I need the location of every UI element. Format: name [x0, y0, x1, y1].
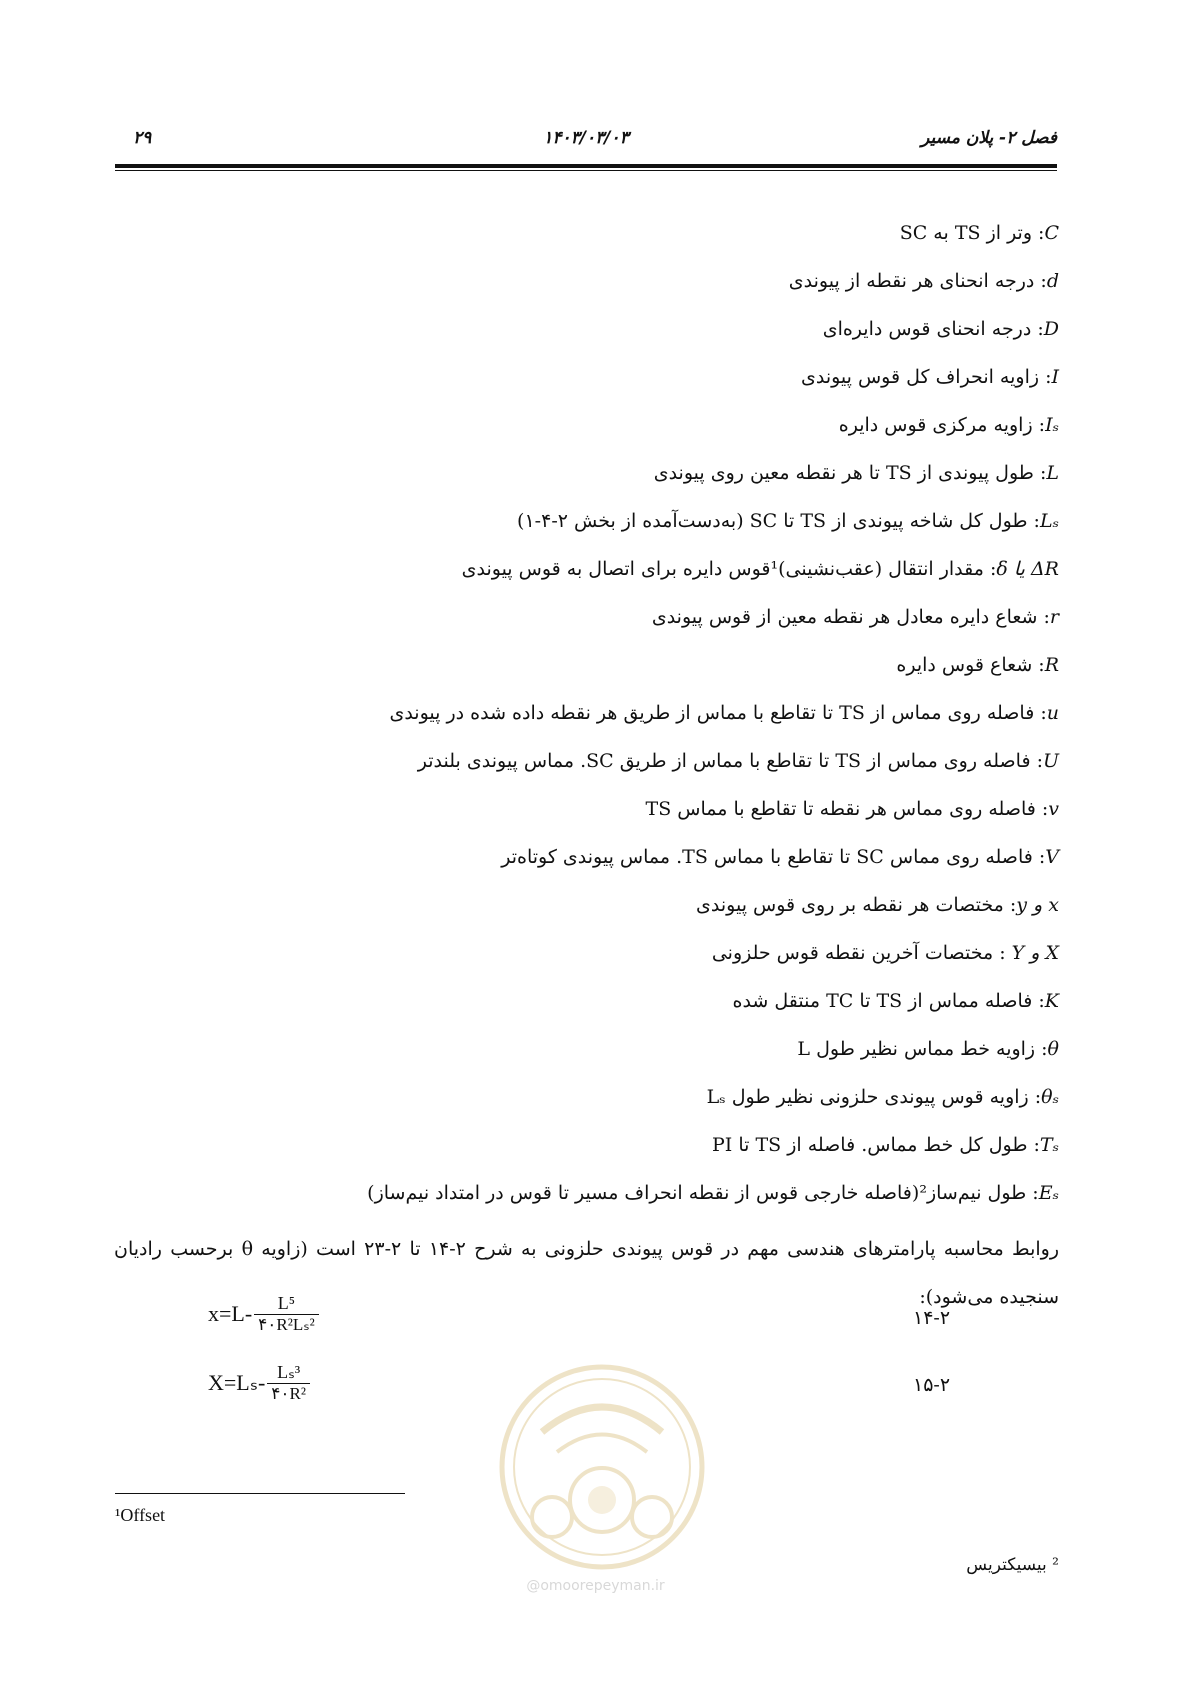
definition-item	[139, 794, 1059, 842]
page-number: ۲۹	[133, 128, 152, 148]
definition-text: : فاصله روی مماس از TS تا تقاطع با مماس از طریق SC. مماس پیوندی بلندتر	[417, 750, 1043, 772]
definition-item	[139, 890, 1059, 938]
definition-symbol: d	[1046, 270, 1059, 292]
definition-text: : شعاع دایره معادل هر نقطه معین از قوس پیوندی	[651, 606, 1050, 628]
definition-text: : شعاع قوس دایره	[896, 654, 1045, 676]
equation-15-2	[208, 1362, 310, 1404]
watermark-logo	[497, 1362, 707, 1572]
definition-text: : زاویه مرکزی قوس دایره	[838, 414, 1046, 436]
definition-text: : فاصله مماس از TS تا TC منتقل شده	[732, 990, 1045, 1012]
definition-item	[139, 602, 1059, 650]
definition-text: : طول نیم‌ساز²(فاصله خارجی قوس از نقطه انحراف مسیر تا قوس در امتداد نیم‌ساز)	[367, 1182, 1039, 1204]
header-rule-thin	[115, 170, 1057, 171]
definition-text: : وتر از TS به SC	[899, 222, 1045, 244]
fraction-denominator: ۴۰R²	[267, 1383, 310, 1404]
definition-symbol: θₛ	[1041, 1086, 1059, 1108]
definition-symbol: u	[1046, 702, 1059, 724]
definition-item	[139, 266, 1059, 314]
equation-lhs: X=Lₛ-	[208, 1370, 266, 1395]
definition-item	[139, 698, 1059, 746]
equation-fraction	[267, 1362, 310, 1404]
definition-item	[139, 986, 1059, 1034]
fraction-numerator: L⁵	[277, 1293, 296, 1313]
definition-symbol: r	[1049, 606, 1059, 628]
definition-item	[139, 314, 1059, 362]
definition-text: : درجه انحنای قوس دایره‌ای	[822, 318, 1044, 340]
definition-symbol: θ	[1047, 1038, 1059, 1060]
definition-item	[139, 746, 1059, 794]
definition-item	[139, 362, 1059, 410]
definition-text: : زاویه خط مماس نظیر طول L	[797, 1038, 1048, 1060]
definition-text: : طول کل خط مماس. فاصله از TS تا PI	[712, 1134, 1040, 1156]
definition-symbol: Iₛ	[1045, 414, 1059, 436]
definition-item	[139, 458, 1059, 506]
definition-symbol: Tₛ	[1039, 1134, 1059, 1156]
footnote-rule	[115, 1493, 405, 1494]
footnote-offset: ¹Offset	[115, 1505, 166, 1525]
definition-text: : مختصات آخرین نقطه قوس حلزونی	[711, 942, 1012, 964]
equation-lhs: x=L-	[208, 1301, 253, 1326]
definition-item	[139, 410, 1059, 458]
header-date: ۱۴۰۳/۰۳/۰۳	[543, 128, 629, 148]
footnote-bisector: ² بیسیکتریس	[966, 1555, 1059, 1575]
equation-14-2	[208, 1293, 319, 1335]
definition-item	[139, 650, 1059, 698]
definition-text: : درجه انحنای هر نقطه از پیوندی	[788, 270, 1047, 292]
definition-text: : فاصله روی مماس هر نقطه تا تقاطع با مماس TS	[645, 798, 1049, 820]
definitions-list	[139, 218, 1059, 1226]
definition-symbol: v	[1048, 798, 1059, 820]
definition-item	[139, 1082, 1059, 1130]
chapter-title: فصل ۲- پلان مسیر	[921, 128, 1057, 148]
definition-symbol: I	[1051, 366, 1059, 388]
definition-symbol: V	[1045, 846, 1059, 868]
definition-text: : طول کل شاخه پیوندی از TS تا SC (به‌دست‌آمده از بخش ۲-۴-۱)	[517, 510, 1040, 532]
equation-number: ۱۵-۲	[913, 1374, 951, 1396]
definition-symbol: R	[1044, 654, 1059, 676]
definition-text: : مقدار انتقال (عقب‌نشینی)¹قوس دایره برای اتصال به قوس پیوندی	[461, 558, 997, 580]
fraction-numerator: Lₛ³	[277, 1362, 301, 1382]
definition-item	[139, 1034, 1059, 1082]
definition-item	[139, 554, 1059, 602]
equation-fraction	[254, 1293, 319, 1335]
definition-item	[139, 218, 1059, 266]
definition-symbol: Y و X	[1011, 942, 1059, 964]
watermark-site: @omoorepeyman.ir	[526, 1578, 665, 1594]
definition-symbol: Lₛ	[1039, 510, 1059, 532]
definition-item	[139, 1130, 1059, 1178]
definition-symbol: y و x	[1016, 894, 1059, 916]
definition-item	[139, 938, 1059, 986]
definition-symbol: K	[1044, 990, 1059, 1012]
definition-text: : زاویه قوس پیوندی حلزونی نظیر طول Lₛ	[706, 1086, 1042, 1108]
definition-symbol: U	[1042, 750, 1059, 772]
definition-symbol: D	[1043, 318, 1059, 340]
definition-symbol: Eₛ	[1038, 1182, 1059, 1204]
definition-text: : فاصله روی مماس SC تا تقاطع با مماس TS. مماس پیوندی کوتاه‌تر	[501, 846, 1046, 868]
definition-symbol: L	[1046, 462, 1059, 484]
definition-item	[139, 1178, 1059, 1226]
page-header	[115, 128, 1057, 158]
definition-text: : طول پیوندی از TS تا هر نقطه معین روی پیوندی	[653, 462, 1047, 484]
definition-item	[139, 842, 1059, 890]
definition-item	[139, 506, 1059, 554]
definition-text: : مختصات هر نقطه بر روی قوس پیوندی	[696, 894, 1017, 916]
definition-text: : فاصله روی مماس از TS تا تقاطع با مماس از طریق هر نقطه داده شده در پیوندی	[389, 702, 1047, 724]
definition-symbol: C	[1044, 222, 1059, 244]
header-rule-thick	[115, 164, 1057, 168]
equation-number: ۱۴-۲	[913, 1307, 951, 1329]
body-paragraph: روابط محاسبه پارامترهای هندسی مهم در قوس پیوندی حلزونی به شرح ۲-۱۴ تا ۲-۲۳ است (زاویه θ برحسب رادیان سنجیده می‌شود):	[114, 1238, 1060, 1308]
definition-text: : زاویه انحراف کل قوس پیوندی	[800, 366, 1052, 388]
fraction-denominator: ۴۰R²Lₛ²	[254, 1314, 319, 1335]
definition-symbol: δ یا ΔR	[996, 558, 1059, 580]
